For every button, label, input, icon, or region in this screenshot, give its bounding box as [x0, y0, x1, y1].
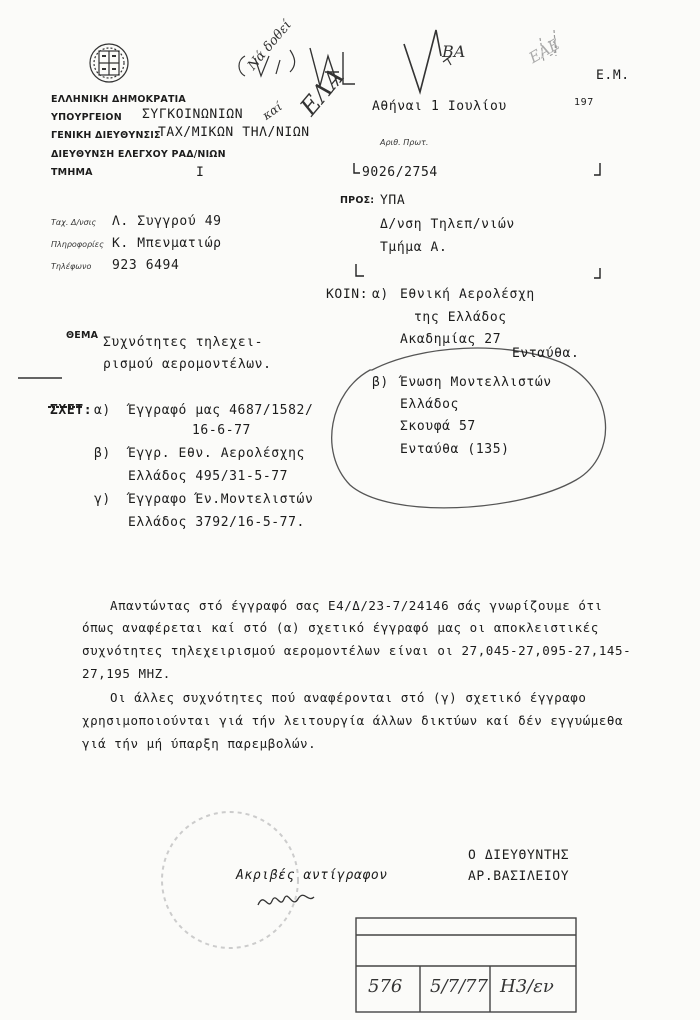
handwritten-note-line-2: καί	[259, 99, 285, 123]
signer-name: ΑΡ.ΒΑΣΙΛΕΙΟΥ	[468, 869, 570, 884]
signer-title: Ο ΔΙΕΥΘΥΝΤΗΣ	[468, 848, 570, 863]
address-value: Λ. Συγγρού 49	[112, 214, 222, 229]
koin-a-line-4: Ενταύθα.	[512, 346, 580, 361]
info-value: Κ. Μπενματιώρ	[112, 236, 222, 251]
ministry-name: ΣΥΓΚΟΙΝΩΝΙΩΝ	[142, 107, 244, 122]
stamp-code: Η3/εν	[500, 976, 554, 997]
reference-a-mark: α)	[94, 403, 111, 418]
reference-b-line-1: Έγγρ. Εθν. Αερολέσχης	[128, 446, 305, 461]
phone-label: Τηλέφωνο	[51, 262, 92, 271]
reference-c-mark: γ)	[94, 492, 111, 507]
body-paragraph-2-line-2: χρησιμοποιούνται γιά τήν λειτουργία άλλων δικτύων καί δέν εγγυώμεθα	[82, 713, 624, 728]
handwritten-note-line-1: Νά δοθεί	[244, 17, 295, 74]
koin-b-mark: β)	[372, 375, 389, 390]
koin-b-line-3: Σκουφά 57	[400, 419, 476, 434]
body-paragraph-2-line-1: Οι άλλες συχνότητες πού αναφέρονται στό (γ) σχετικό έγγραφο	[110, 690, 587, 705]
address-label: Ταχ. Δ/νσις	[51, 218, 97, 227]
koin-b-line-1: Ένωση Μοντελλιστών	[400, 375, 552, 390]
koin-a-mark: α)	[372, 287, 389, 302]
receipt-stamp	[356, 918, 576, 1012]
body-paragraph-1-line-2: όπως αναφέρεται καί στό (α) σχετικό έγγραφό μας οι αποκλειστικές	[82, 620, 599, 635]
body-paragraph-1-line-1: Απαντώντας στό έγγραφό σας Ε4/Δ/23-7/24146 σάς γνωρίζουμε ότι	[110, 598, 603, 613]
ministry-line-5: ΤΜΗΜΑ	[51, 167, 93, 178]
reference-a-line-1: Έγγραφό μας 4687/1582/	[128, 403, 314, 418]
subject-line-1: Συχνότητες τηλεχει-	[103, 335, 264, 350]
subject-label: ΘΕΜΑ	[66, 330, 99, 341]
body-paragraph-1-line-4: 27,195 MHZ.	[82, 666, 171, 681]
reference-b-mark: β)	[94, 446, 111, 461]
koin-b-line-4: Ενταύθα (135)	[400, 442, 510, 457]
classification-mark: Ε.Μ.	[596, 68, 630, 83]
true-copy-note: Ακριβές αντίγραφον	[236, 868, 388, 883]
subject-line-2: ρισμού αερομοντέλων.	[103, 357, 272, 372]
info-label: Πληροφορίες	[51, 240, 104, 249]
reference-c-line-2: Ελλάδος 3792/16-5-77.	[128, 515, 305, 530]
to-label: ΠΡΟΣ:	[340, 195, 375, 206]
place-date: Αθήναι 1 Ιουλίου	[372, 99, 507, 114]
handwritten-initials: ΒΑ	[442, 42, 466, 61]
koin-a-line-3: Ακαδημίας 27	[400, 332, 502, 347]
to-line-3: Τμήμα Α.	[380, 240, 448, 255]
phone-value: 923 6494	[112, 258, 180, 273]
to-line-2: Δ/νση Τηλεπ/νιών	[380, 217, 515, 232]
reference-a-line-2: 16-6-77	[192, 423, 251, 438]
protocol-number: 9026/2754	[362, 165, 438, 180]
coat-of-arms-icon	[90, 44, 128, 82]
ministry-line-4: ΔΙΕΥΘΥΝΣΗ ΕΛΕΓΧΟΥ ΡΑΔ/ΝΙΩΝ	[51, 149, 226, 160]
body-paragraph-1-line-3: συχνότητες τηλεχειρισμού αερομοντέλων είναι οι 27,045-27,095-27,145-	[82, 643, 632, 658]
koin-b-line-2: Ελλάδος	[400, 397, 459, 412]
references-label: ΣΧΕΤ:	[50, 403, 93, 418]
signature	[258, 895, 314, 905]
stamp-number: 576	[368, 976, 403, 997]
general-directorate-name: ΤΑΧ/ΜΙΚΩΝ ΤΗΛ/ΝΙΩΝ	[158, 125, 310, 140]
handwritten-faint-note: ΕΑΕ	[525, 35, 564, 67]
stamp-date: 5/7/77	[430, 976, 488, 997]
ministry-line-1: ΕΛΛΗΝΙΚΗ ΔΗΜΟΚΡΑΤΙΑ	[51, 94, 186, 105]
koin-a-line-1: Εθνική Αερολέσχη	[400, 287, 535, 302]
reference-b-line-2: Ελλάδος 495/31-5-77	[128, 469, 289, 484]
check-mark-icon	[404, 30, 441, 92]
koin-label: ΚΟΙΝ:	[326, 287, 369, 302]
handwritten-note-line-3: ΕΛΑ	[294, 63, 350, 121]
ministry-line-3: ΓΕΝΙΚΗ ΔΙΕΥΘΥΝΣΙΣ	[51, 130, 161, 141]
ministry-line-2: ΥΠΟΥΡΓΕΙΟΝ	[51, 112, 122, 123]
koin-a-line-2: της Ελλάδος	[414, 310, 507, 325]
department-number: Ι	[196, 165, 205, 180]
to-line-1: ΥΠΑ	[380, 193, 406, 208]
protocol-label: Αριθ. Πρωτ.	[380, 138, 429, 147]
reference-c-line-1: Έγγραφο Έν.Μοντελιστών	[128, 492, 314, 507]
year: 197	[574, 97, 594, 108]
body-paragraph-2-line-3: γιά τήν μή ύπαρξη παρεμβολών.	[82, 736, 317, 751]
